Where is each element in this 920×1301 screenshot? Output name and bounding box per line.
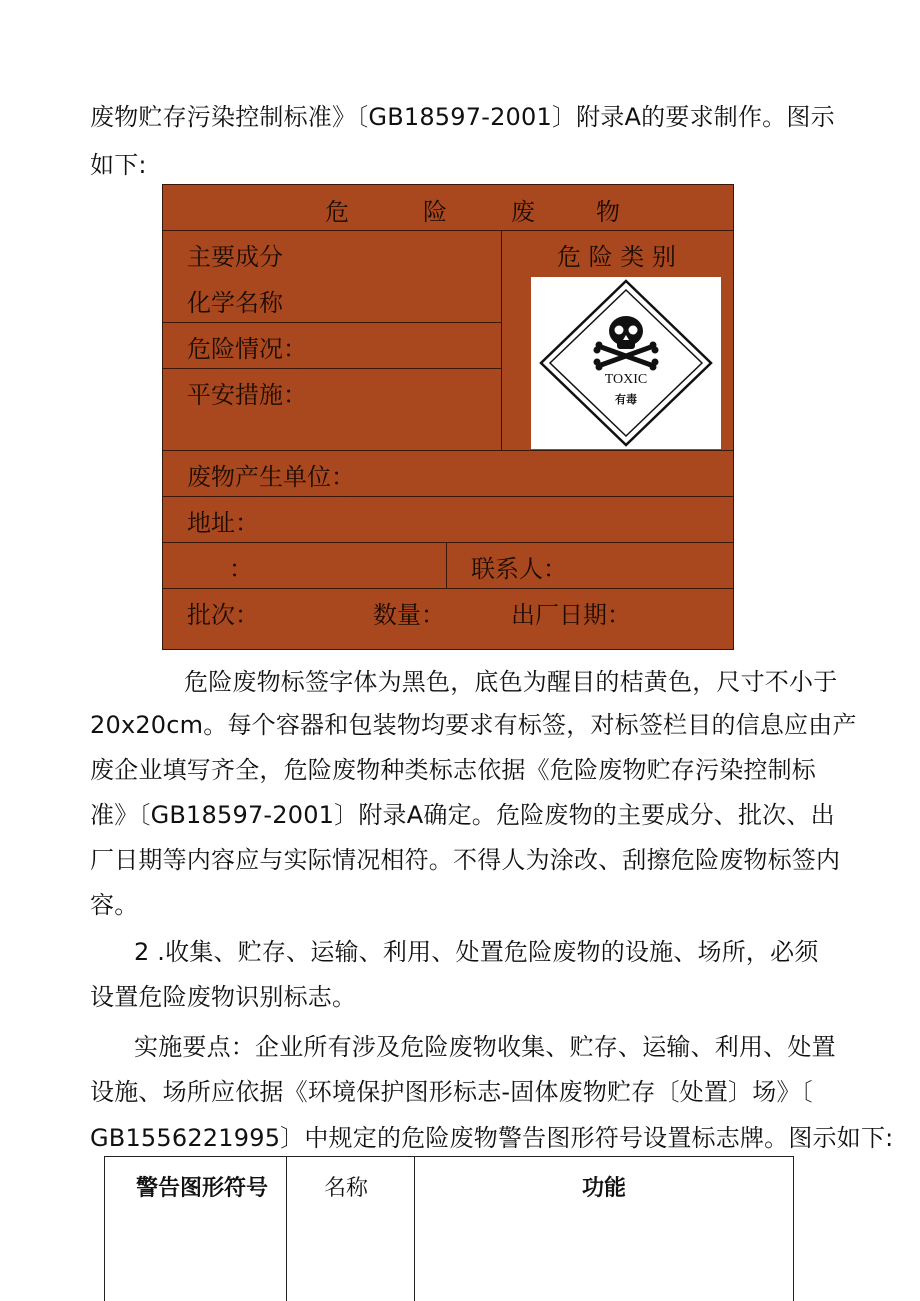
- table-border: [104, 1156, 794, 1157]
- label-divider: [163, 542, 733, 543]
- warning-symbol-table: [104, 1156, 794, 1301]
- label-title-char-2: 险: [423, 198, 447, 226]
- item2-line-2: 设置危险废物识别标志。: [90, 983, 357, 1011]
- date-label: 出厂日期：: [511, 601, 631, 629]
- label-divider: [163, 322, 501, 323]
- label-divider: [163, 230, 733, 231]
- label-divider: [446, 542, 447, 588]
- intro-line-2: 如下:: [90, 151, 147, 179]
- impl-line-1: 实施要点：企业所有涉及危险废物收集、贮存、运输、利用、处置: [134, 1033, 836, 1061]
- batch-label: 批次：: [187, 601, 259, 629]
- label-divider: [163, 368, 501, 369]
- table-border: [793, 1156, 794, 1301]
- table-header-symbol: 警告图形符号: [136, 1176, 269, 1201]
- table-border: [286, 1156, 287, 1301]
- label-divider: [163, 450, 733, 451]
- desc-line-2: 20x20cm。每个容器和包装物均要求有标签，对标签栏目的信息应由产: [90, 711, 857, 739]
- table-border: [104, 1156, 105, 1301]
- desc-line-4: 准》〔GB18597-2001〕附录A确定。危险废物的主要成分、批次、出: [90, 801, 835, 829]
- table-header-name: 名称: [324, 1176, 369, 1201]
- impl-line-2: 设施、场所应依据《环境保护图形标志-固体废物贮存〔处置〕场》〔: [90, 1078, 813, 1106]
- table-header-function: 功能: [582, 1176, 627, 1201]
- phone-label: ：: [229, 555, 253, 583]
- label-title-char-3: 废: [511, 198, 535, 226]
- toxic-sign-cn: 有毒: [615, 393, 637, 406]
- contact-label: 联系人：: [471, 555, 567, 583]
- address-label: 地址：: [187, 509, 259, 537]
- hazard-class-label: 危 险 类 别: [557, 243, 676, 271]
- label-divider: [163, 496, 733, 497]
- desc-line-5: 厂日期等内容应与实际情况相符。不得人为涂改、刮擦危险废物标签内: [90, 846, 841, 874]
- toxic-sign: [531, 277, 721, 449]
- safety-measures-label: 平安措施：: [187, 381, 307, 409]
- label-title-char-1: 危: [325, 198, 349, 226]
- table-border: [414, 1156, 415, 1301]
- impl-line-3: GB1556221995〕中规定的危险废物警告图形符号设置标志牌。图示如下:: [90, 1124, 894, 1152]
- quantity-label: 数量：: [373, 601, 445, 629]
- toxic-sign-en: TOXIC: [604, 372, 648, 387]
- producer-label: 废物产生单位：: [187, 463, 355, 491]
- chemical-name-label: 化学名称: [187, 289, 283, 317]
- main-component-label: 主要成分: [187, 243, 283, 271]
- desc-line-1: 危险废物标签字体为黑色，底色为醒目的桔黄色，尺寸不小于: [184, 668, 838, 696]
- label-title-char-4: 物: [596, 198, 620, 226]
- hazard-status-label: 危险情况：: [187, 335, 307, 363]
- label-divider: [501, 230, 502, 450]
- hazardous-waste-label: [162, 184, 734, 650]
- desc-line-6: 容。: [90, 891, 139, 919]
- toxic-diamond-icon: [531, 277, 721, 449]
- desc-line-3: 废企业填写齐全，危险废物种类标志依据《危险废物贮存污染控制标: [90, 756, 816, 784]
- item2-line-1: 2 .收集、贮存、运输、利用、处置危险废物的设施、场所，必须: [134, 938, 819, 966]
- intro-line-1: 废物贮存污染控制标准》〔GB18597-2001〕附录A的要求制作。图示: [90, 103, 835, 131]
- label-divider: [163, 588, 733, 589]
